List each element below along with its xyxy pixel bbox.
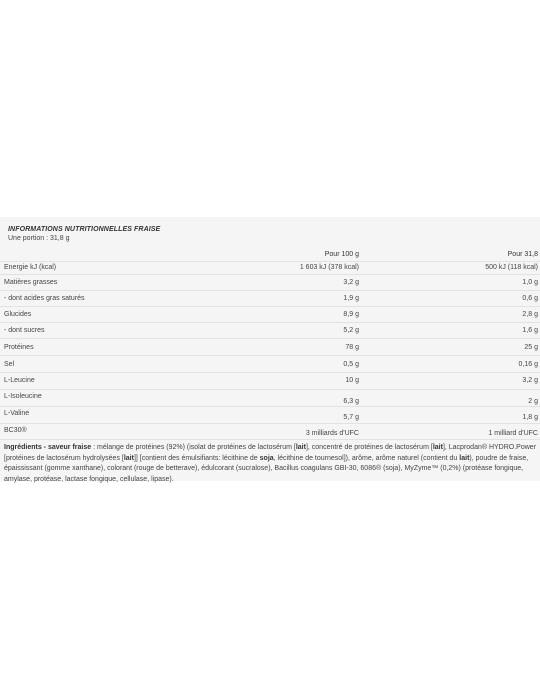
nutrition-title: INFORMATIONS NUTRITIONNELLES FRAISE [8,226,161,233]
row-value-per-100g: 5,7 g [343,414,359,421]
column-header-per-100g: Pour 100 g [324,251,359,258]
column-header-per-serving: Pour 31,8 [507,251,538,258]
row-label: Matières grasses [4,279,58,286]
table-row [0,311,540,326]
portion-size: Une portion : 31,8 g [8,235,70,242]
table-row [0,264,540,279]
table-row [0,327,540,342]
divider [0,261,540,262]
ingredients-heading: Ingrédients - saveur fraise [4,444,92,451]
row-value-per-100g: 3 milliards d'UFC [305,430,359,437]
divider [0,290,540,291]
allergen-milk: lait [295,444,306,451]
row-value-per-100g: 10 g [345,377,359,384]
ingredients-text: Ingrédients - saveur fraise : mélange de protéines (92%) (isolat de protéines de lactosérum [lait], concentré de protéines de lactosérum [lait], Lacprodan® HYDRO.Power [protéines de lactosérum hydrolysées [lait]] [contient des émulsifiants: lécithine de soja, lécithine de tournesol]), arôme, arôme naturel (contient du lait), poudre de fraise, épaississant (gomme xanthane), colorant (rouge de betterave), édulcorant (sucralose), Bacillus coagulans GBI-30, 6086® (soja), MyZyme™ (0,2%) (protéase fongique, amylase, protéase, lactase fongique, cellulase, lipase). [4,444,537,483]
divider [0,372,540,373]
allergen-soy: soja [259,454,274,462]
row-value-per-100g: 3,2 g [343,279,359,286]
row-value-per-100g: 5,2 g [343,327,359,334]
row-label: Energie kJ (kcal) [4,264,57,271]
row-value-per-100g: 0,5 g [343,361,359,368]
table-row [0,279,540,294]
allergen-milk: lait [432,444,443,451]
row-label: Glucides [4,311,32,318]
allergen-milk: lait [459,454,470,462]
row-value-per-serving: 3,2 g [522,377,538,384]
divider [0,439,540,440]
row-value-per-serving: 2 g [528,398,538,405]
row-value-per-serving: 1,8 g [522,414,538,421]
divider [0,389,540,390]
divider [0,423,540,424]
row-label: L-Isoleucine [4,393,42,400]
table-row [0,344,540,359]
row-value-per-serving: 1,6 g [522,327,538,334]
row-value-per-100g: 6,3 g [343,398,359,405]
divider [0,355,540,356]
row-value-per-100g: 1,9 g [343,295,359,302]
table-row [0,361,540,376]
row-label: Sel [4,361,15,368]
table-row [0,295,540,310]
divider [0,274,540,275]
row-value-per-100g: 78 g [345,344,359,351]
row-label: L-Valine [4,410,30,417]
row-value-per-serving: 25 g [524,344,538,351]
row-label: BC30® [4,427,27,434]
divider [0,338,540,339]
row-value-per-serving: 1 milliard d'UFC [488,430,538,437]
row-value-per-serving: 500 kJ (118 kcal) [485,264,538,271]
divider [0,406,540,407]
divider [0,306,540,307]
row-value-per-100g: 1 603 kJ (378 kcal) [299,264,359,271]
allergen-milk: lait [123,454,134,462]
divider [0,322,540,323]
row-value-per-serving: 0,6 g [522,295,538,302]
row-value-per-serving: 0,16 g [518,361,538,368]
row-label: L-Leucine [4,377,35,384]
row-value-per-serving: 2,8 g [522,311,538,318]
row-label: - dont acides gras saturés [4,295,85,302]
row-value-per-serving: 1,0 g [522,279,538,286]
row-value-per-100g: 8,9 g [343,311,359,318]
row-label: Protéines [4,344,34,351]
row-label: - dont sucres [4,327,45,334]
